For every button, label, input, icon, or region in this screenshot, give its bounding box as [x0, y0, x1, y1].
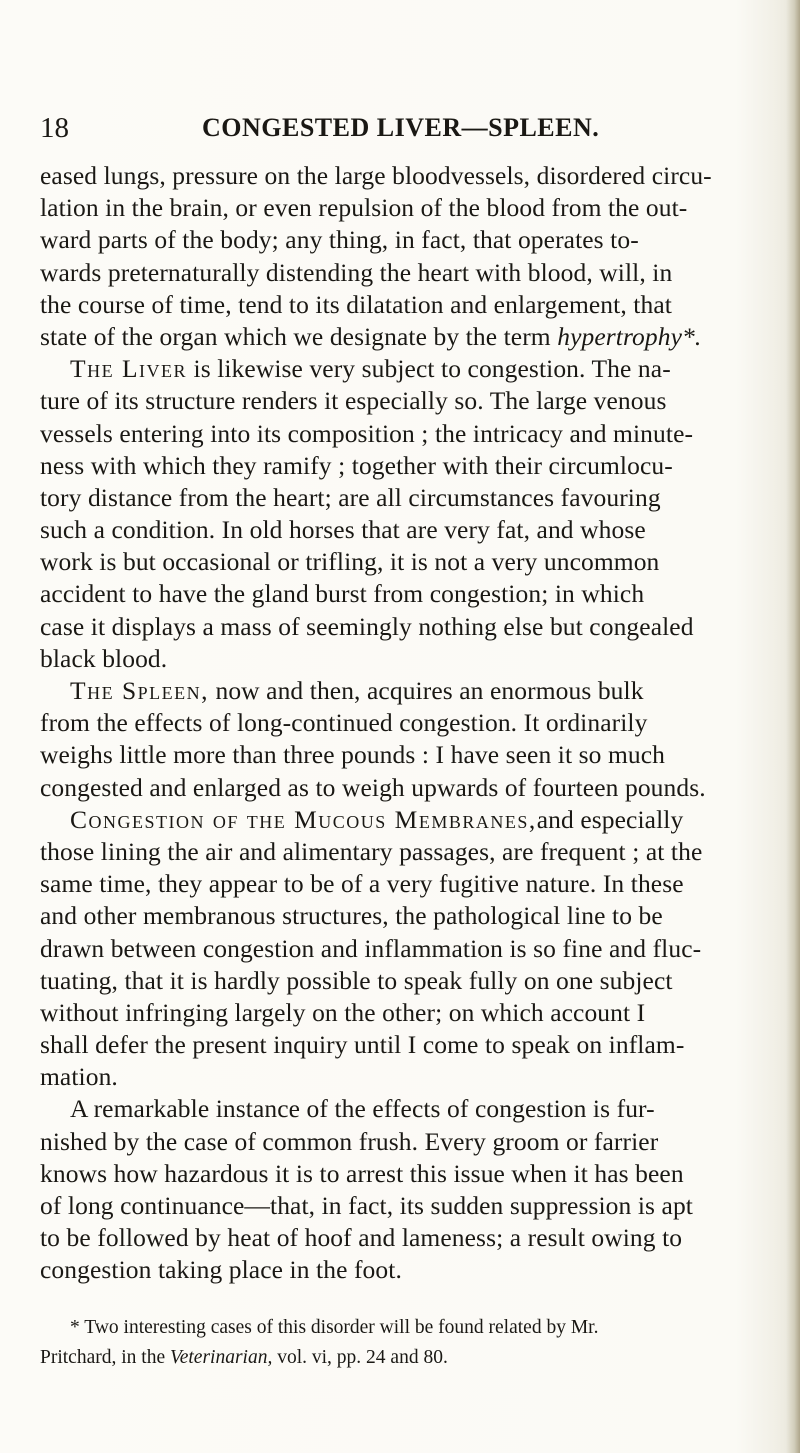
section-heading-liver: The Liver	[70, 354, 188, 384]
text-line: to be followed by heat of hoof and lameness; a result owing to	[40, 1223, 683, 1253]
page-number: 18	[40, 112, 69, 144]
text-line: ture of its structure renders it especially so. The large venous	[40, 386, 667, 416]
text-span: vol. vi, pp. 24 and 80.	[272, 1347, 448, 1368]
text-line: the course of time, tend to its dilatation and enlargement, that	[40, 289, 672, 319]
text-line: black blood.	[40, 643, 168, 673]
text-line: of long continuance—that, in fact, its sudden suppression is apt	[40, 1191, 693, 1220]
running-title: CONGESTED LIVER—SPLEEN.	[202, 113, 600, 142]
text-line: wards preternaturally distending the heart with blood, will, in	[40, 257, 673, 287]
text-line: case it displays a mass of seemingly nothing else but congealed	[40, 611, 694, 641]
text-line: from the effects of long-continued congestion. It ordinarily	[40, 708, 648, 738]
text-span: and especially	[536, 804, 684, 834]
text-line: drawn between congestion and inflammation is so fine and fluc-	[40, 933, 702, 963]
paragraph-frush: A remarkable instance of the effects of congestion is fur-	[70, 1094, 655, 1124]
text-line: those lining the air and alimentary passages, are frequent ; at the	[40, 836, 703, 866]
text-line: eased lungs, pressure on the large bloodvessels, disordered circu-	[40, 161, 712, 190]
text-line: tory distance from the heart; are all circumstances favouring	[40, 482, 661, 512]
paragraph-mucous	[40, 804, 785, 836]
text-line: shall defer the present inquiry until I come to speak on inflam-	[40, 1030, 685, 1060]
text-line: work is but occasional or trifling, it is not a very uncommon	[40, 547, 660, 577]
section-heading-mucous: Congestion of the Mucous Membranes,	[70, 804, 537, 834]
text-line	[40, 321, 785, 353]
text-line: tuating, that it is hardly possible to speak fully on one subject	[40, 965, 673, 995]
text-line: congestion taking place in the foot.	[40, 1255, 402, 1285]
italic-term: hypertrophy*.	[557, 321, 702, 351]
text-line: mation.	[40, 1062, 118, 1092]
text-line: same time, they appear to be of a very fugitive nature. In these	[40, 869, 684, 899]
footnote	[40, 1313, 785, 1373]
page-header	[40, 108, 780, 148]
paragraph-spleen	[40, 675, 785, 707]
page-edge	[786, 0, 800, 1453]
journal-title: Veterinarian,	[169, 1347, 273, 1368]
text-line: ward parts of the body; any thing, in fact, that operates to-	[40, 225, 639, 255]
section-heading-spleen: The Spleen,	[70, 676, 209, 705]
text-span: state of the organ which we designate by the term	[40, 321, 558, 351]
text-line: ness with which they ramify ; together with their circumlocu-	[40, 450, 673, 480]
footnote-line	[40, 1343, 785, 1373]
text-line: and other membranous structures, the pathological line to be	[40, 901, 663, 931]
text-line: congested and enlarged as to weigh upwards of fourteen pounds.	[40, 772, 706, 802]
body-text	[40, 160, 785, 1287]
text-line: vessels entering into its composition ; the intricacy and minute-	[40, 418, 694, 448]
text-line: such a condition. In old horses that are very fat, and whose	[40, 515, 646, 545]
text-line: accident to have the gland burst from congestion; in which	[40, 579, 645, 609]
text-span: Pritchard, in the	[40, 1347, 170, 1368]
text-line: knows how hazardous it is to arrest this issue when it has been	[40, 1158, 684, 1188]
paragraph-liver	[40, 353, 785, 385]
text-line: nished by the case of common frush. Every groom or farrier	[40, 1126, 659, 1156]
footnote-line: * Two interesting cases of this disorder will be found related by Mr.	[70, 1317, 599, 1338]
text-span: now and then, acquires an enormous bulk	[209, 676, 644, 705]
text-line: without infringing largely on the other; on which account I	[40, 997, 646, 1027]
text-line: weighs little more than three pounds : I have seen it so much	[40, 740, 666, 770]
text-span: is likewise very subject to congestion. The na-	[187, 354, 671, 384]
text-line: lation in the brain, or even repulsion of the blood from the out-	[40, 193, 688, 223]
